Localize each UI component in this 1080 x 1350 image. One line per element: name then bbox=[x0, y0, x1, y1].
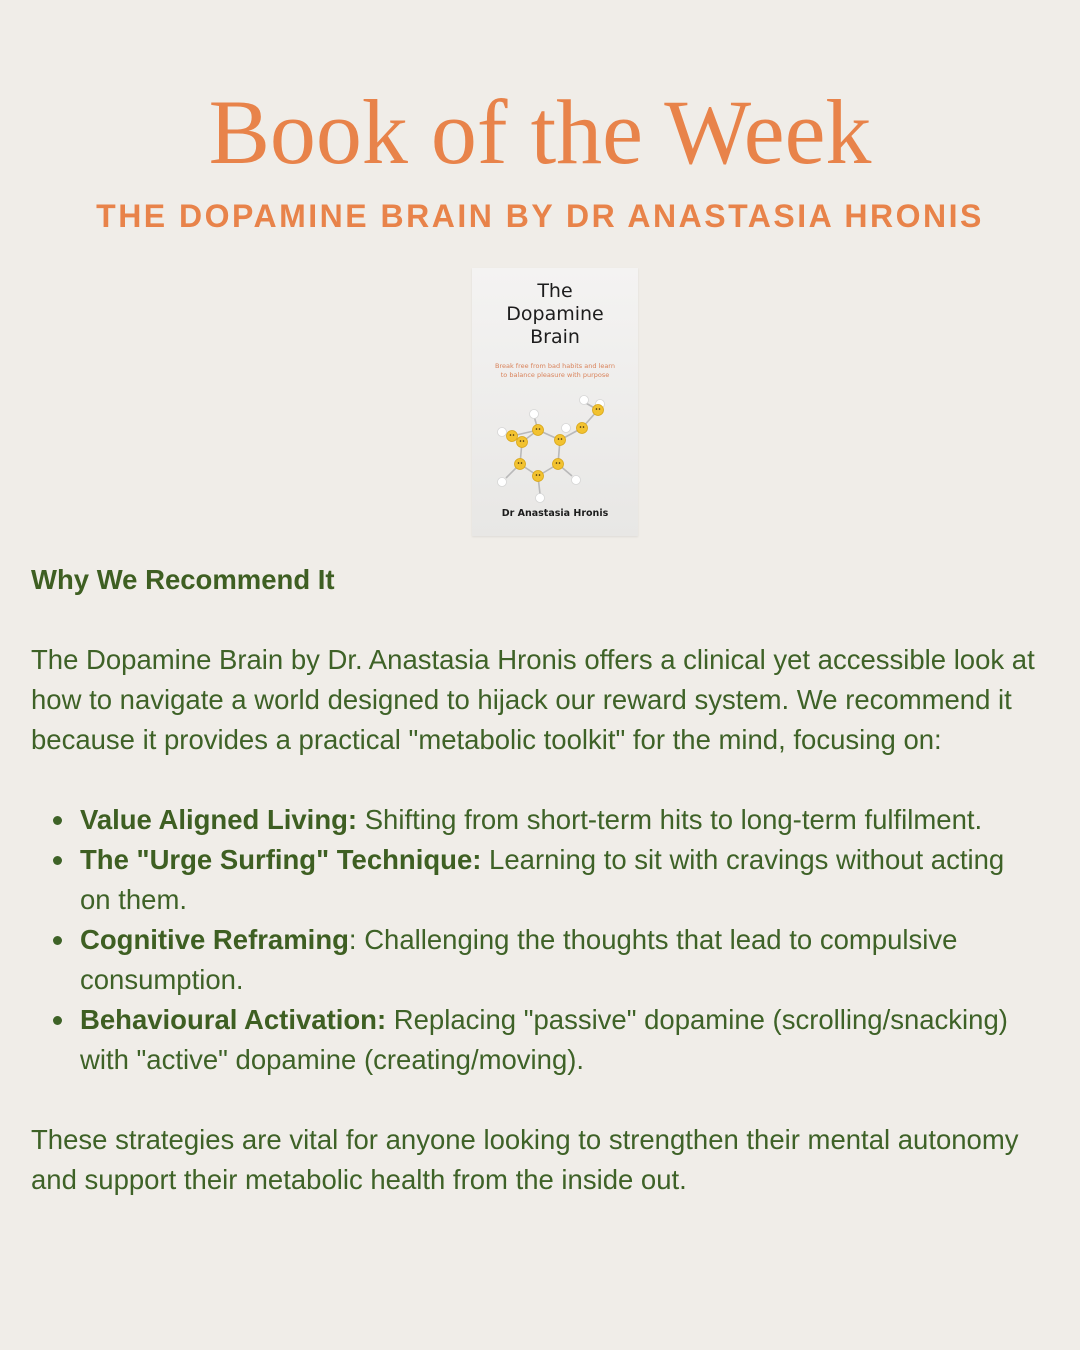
point-label: Value Aligned Living: bbox=[80, 804, 358, 835]
cover-author: Dr Anastasia Hronis bbox=[501, 508, 609, 519]
bullet-icon bbox=[53, 856, 62, 865]
list-item bbox=[80, 800, 1041, 840]
list-item bbox=[80, 920, 1041, 1000]
list-item bbox=[80, 1000, 1041, 1080]
point-text: Replacing "passive" dopamine (scrolling/snacking) with "active" dopamine (creating/moving). bbox=[80, 1004, 1008, 1075]
bullet-icon bbox=[53, 1016, 62, 1025]
section-heading: Why We Recommend It bbox=[31, 564, 335, 595]
intro-paragraph: The Dopamine Brain by Dr. Anastasia Hronis offers a clinical yet accessible look at how to navigate a world designed to hijack our reward system. We recommend it because it provides a practical "metabolic toolkit" for the mind, focusing on: bbox=[31, 644, 1035, 755]
book-cover bbox=[472, 268, 638, 536]
cover-tagline: Break free from bad habits and learn to balance pleasure with purpose bbox=[495, 362, 615, 379]
list-item bbox=[80, 840, 1041, 920]
point-text: : Challenging the thoughts that lead to compulsive consumption. bbox=[80, 924, 958, 995]
point-label: The "Urge Surfing" Technique: bbox=[80, 844, 482, 875]
recommendation-section bbox=[31, 560, 1041, 1200]
page-subtitle: THE DOPAMINE BRAIN BY DR ANASTASIA HRONIS bbox=[96, 198, 984, 234]
point-label: Behavioural Activation: bbox=[80, 1004, 387, 1035]
page-title: Book of the Week bbox=[208, 81, 872, 183]
point-label: Cognitive Reframing bbox=[80, 924, 349, 955]
cover-title: The Dopamine Brain bbox=[506, 280, 604, 348]
bullet-icon bbox=[53, 816, 62, 825]
point-text: Learning to sit with cravings without acting on them. bbox=[80, 844, 1005, 915]
molecule-illustration bbox=[472, 388, 638, 508]
point-text: Shifting from short-term hits to long-term fulfilment. bbox=[357, 804, 983, 835]
focus-list bbox=[31, 800, 1041, 1080]
closing-paragraph: These strategies are vital for anyone looking to strengthen their mental autonomy and support their metabolic health from the inside out. bbox=[31, 1124, 1019, 1195]
bullet-icon bbox=[53, 936, 62, 945]
